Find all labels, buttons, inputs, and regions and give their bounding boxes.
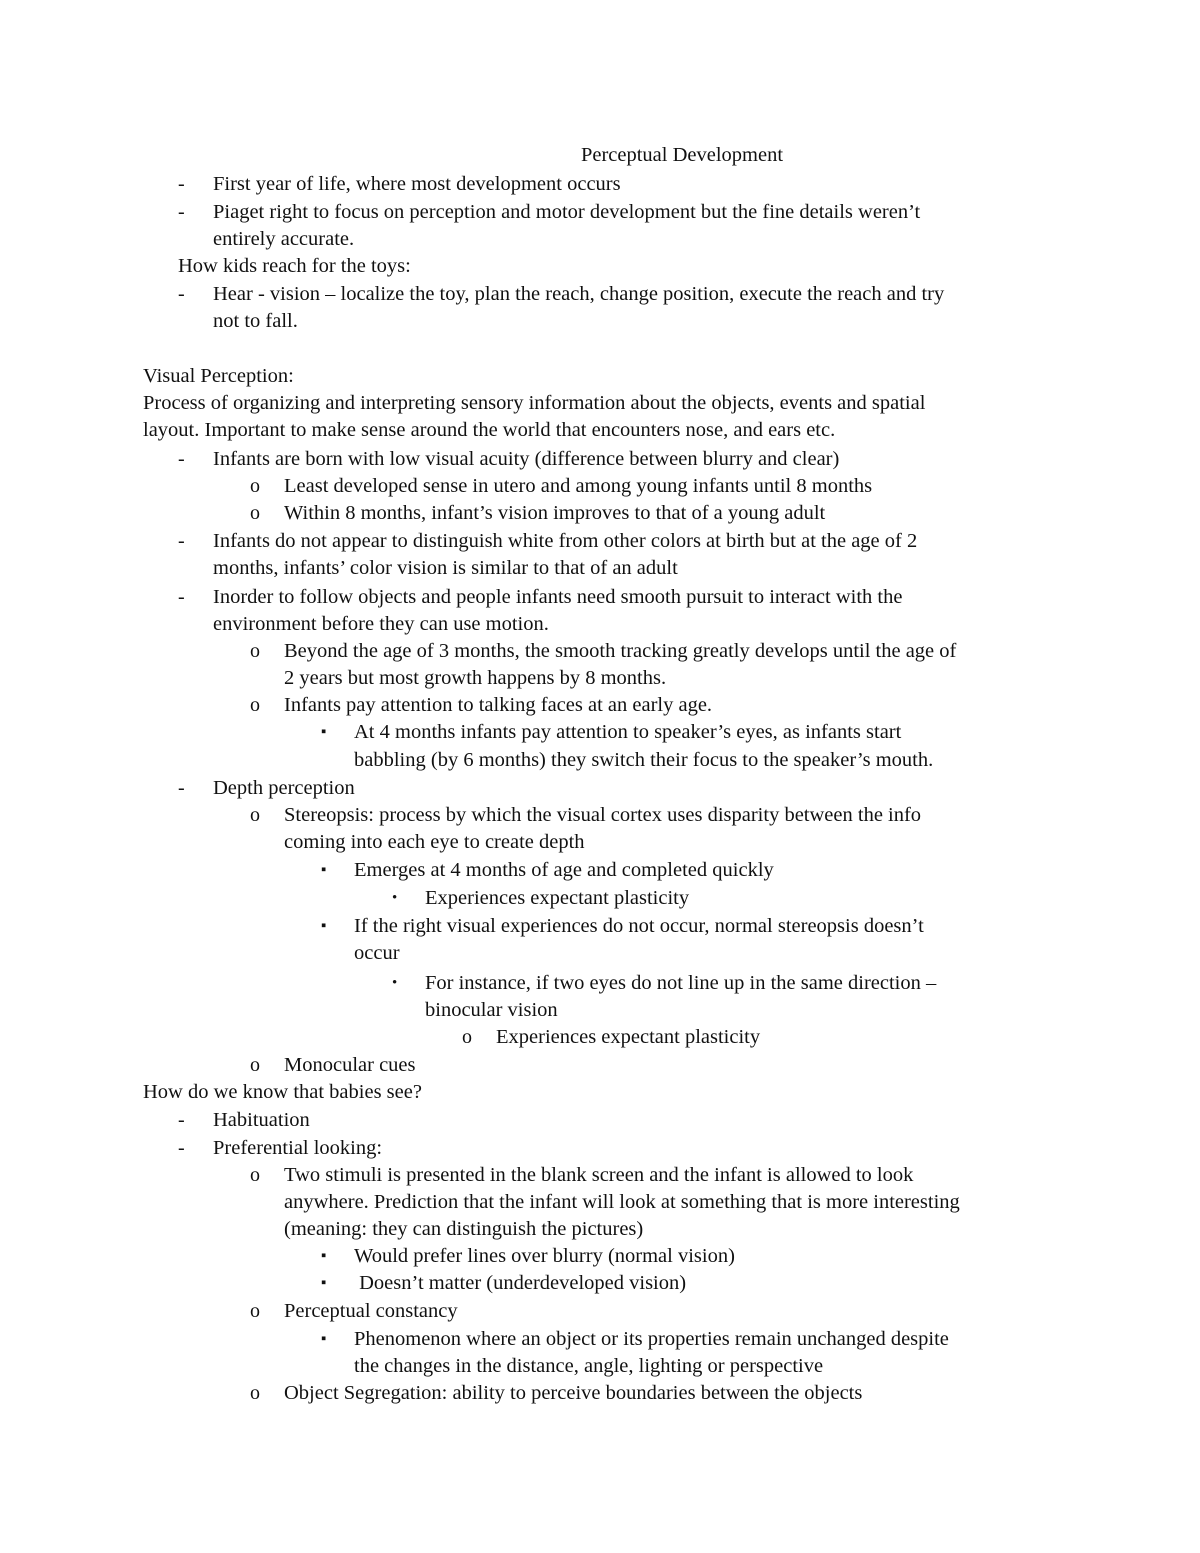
- sub-sub-bullet-text: If the right visual experiences do not occur, normal stereopsis doesn’t: [354, 915, 924, 937]
- section-heading: How do we know that babies see?: [143, 1081, 422, 1103]
- square-marker: ▪: [321, 862, 327, 878]
- sub-sub-bullet-text-continued: the changes in the distance, angle, lighting or perspective: [354, 1355, 824, 1377]
- level5-bullet-text: Experiences expectant plasticity: [496, 1026, 761, 1048]
- circle-marker: o: [250, 502, 260, 524]
- sub-bullet-text-continued: coming into each eye to create depth: [284, 831, 585, 853]
- bullet-text: Hear - vision – localize the toy, plan the reach, change position, execute the reach and try: [213, 283, 945, 305]
- square-marker: ▪: [321, 1248, 327, 1264]
- paragraph-line: layout. Important to make sense around the world that encounters nose, and ears etc.: [143, 419, 836, 441]
- sub-sub-bullet-text-continued: occur: [354, 942, 400, 964]
- bullet-text: Infants are born with low visual acuity (difference between blurry and clear): [213, 448, 840, 470]
- circle-marker: o: [250, 694, 260, 716]
- circle-marker: o: [250, 640, 260, 662]
- dash-marker: -: [178, 448, 185, 470]
- bullet-text-continued: not to fall.: [213, 310, 298, 332]
- dash-marker: -: [178, 777, 185, 799]
- square-marker: ▪: [321, 918, 327, 934]
- sub-sub-bullet-text: Would prefer lines over blurry (normal vision): [354, 1245, 735, 1267]
- bullet-text: Inorder to follow objects and people infants need smooth pursuit to interact with the: [213, 586, 903, 608]
- bullet-text-continued: environment before they can use motion.: [213, 613, 549, 635]
- sub-bullet-text: Perceptual constancy: [284, 1300, 458, 1322]
- section-heading: Visual Perception:: [143, 365, 294, 387]
- sub-bullet-text: Monocular cues: [284, 1054, 416, 1076]
- bullet-text: Depth perception: [213, 777, 355, 799]
- sub-bullet-text-continued: anywhere. Prediction that the infant will look at something that is more interesting: [284, 1191, 960, 1213]
- square-marker: ▪: [321, 724, 327, 740]
- circle-marker: o: [462, 1026, 472, 1048]
- circle-marker: o: [250, 1382, 260, 1404]
- sub-sub-bullet-text: Phenomenon where an object or its properties remain unchanged despite: [354, 1328, 949, 1350]
- bullet-text: Habituation: [213, 1109, 310, 1131]
- bullet-text-continued: entirely accurate.: [213, 228, 355, 250]
- sub-bullet-text-continued: 2 years but most growth happens by 8 months.: [284, 667, 667, 689]
- dash-marker: -: [178, 1137, 185, 1159]
- dot-marker: •: [392, 975, 398, 991]
- sub-sub-bullet-text: Doesn’t matter (underdeveloped vision): [354, 1272, 687, 1294]
- square-marker: ▪: [321, 1331, 327, 1347]
- circle-marker: o: [250, 1300, 260, 1322]
- circle-marker: o: [250, 475, 260, 497]
- sub-sub-bullet-text: Emerges at 4 months of age and completed quickly: [354, 859, 774, 881]
- sub-sub-bullet-text-continued: babbling (by 6 months) they switch their focus to the speaker’s mouth.: [354, 749, 934, 771]
- sub-bullet-text: Within 8 months, infant’s vision improves to that of a young adult: [284, 502, 826, 524]
- bullet-text-continued: months, infants’ color vision is similar to that of an adult: [213, 557, 678, 579]
- bullet-text: Preferential looking:: [213, 1137, 383, 1159]
- circle-marker: o: [250, 1054, 260, 1076]
- dash-marker: -: [178, 201, 185, 223]
- sub-bullet-text: Least developed sense in utero and among young infants until 8 months: [284, 475, 873, 497]
- dot-marker: •: [392, 890, 398, 906]
- sub-sub-bullet-text: At 4 months infants pay attention to speaker’s eyes, as infants start: [354, 721, 902, 743]
- page-title: Perceptual Development: [580, 144, 784, 166]
- dash-marker: -: [178, 173, 185, 195]
- circle-marker: o: [250, 1164, 260, 1186]
- sub-bullet-text-continued: (meaning: they can distinguish the pictures): [284, 1218, 644, 1240]
- bullet-text: First year of life, where most development occurs: [213, 173, 621, 195]
- level4-bullet-text: Experiences expectant plasticity: [425, 887, 690, 909]
- dash-marker: -: [178, 586, 185, 608]
- square-marker: ▪: [321, 1275, 327, 1291]
- dash-marker: -: [178, 530, 185, 552]
- bullet-text: Infants do not appear to distinguish white from other colors at birth but at the age of 2: [213, 530, 918, 552]
- sub-bullet-text: Object Segregation: ability to perceive boundaries between the objects: [284, 1382, 863, 1404]
- level4-bullet-text-continued: binocular vision: [425, 999, 558, 1021]
- sub-bullet-text: Two stimuli is presented in the blank screen and the infant is allowed to look: [284, 1164, 914, 1186]
- sub-bullet-text: Stereopsis: process by which the visual cortex uses disparity between the info: [284, 804, 922, 826]
- bullet-text: Piaget right to focus on perception and motor development but the fine details weren’t: [213, 201, 921, 223]
- sub-bullet-text: Beyond the age of 3 months, the smooth tracking greatly develops until the age of: [284, 640, 957, 662]
- dash-marker: -: [178, 283, 185, 305]
- circle-marker: o: [250, 804, 260, 826]
- sub-bullet-text: Infants pay attention to talking faces at an early age.: [284, 694, 713, 716]
- paragraph-line: Process of organizing and interpreting sensory information about the objects, events and spatial: [143, 392, 926, 414]
- dash-marker: -: [178, 1109, 185, 1131]
- level4-bullet-text: For instance, if two eyes do not line up in the same direction –: [425, 972, 937, 994]
- section-subheading: How kids reach for the toys:: [178, 255, 411, 277]
